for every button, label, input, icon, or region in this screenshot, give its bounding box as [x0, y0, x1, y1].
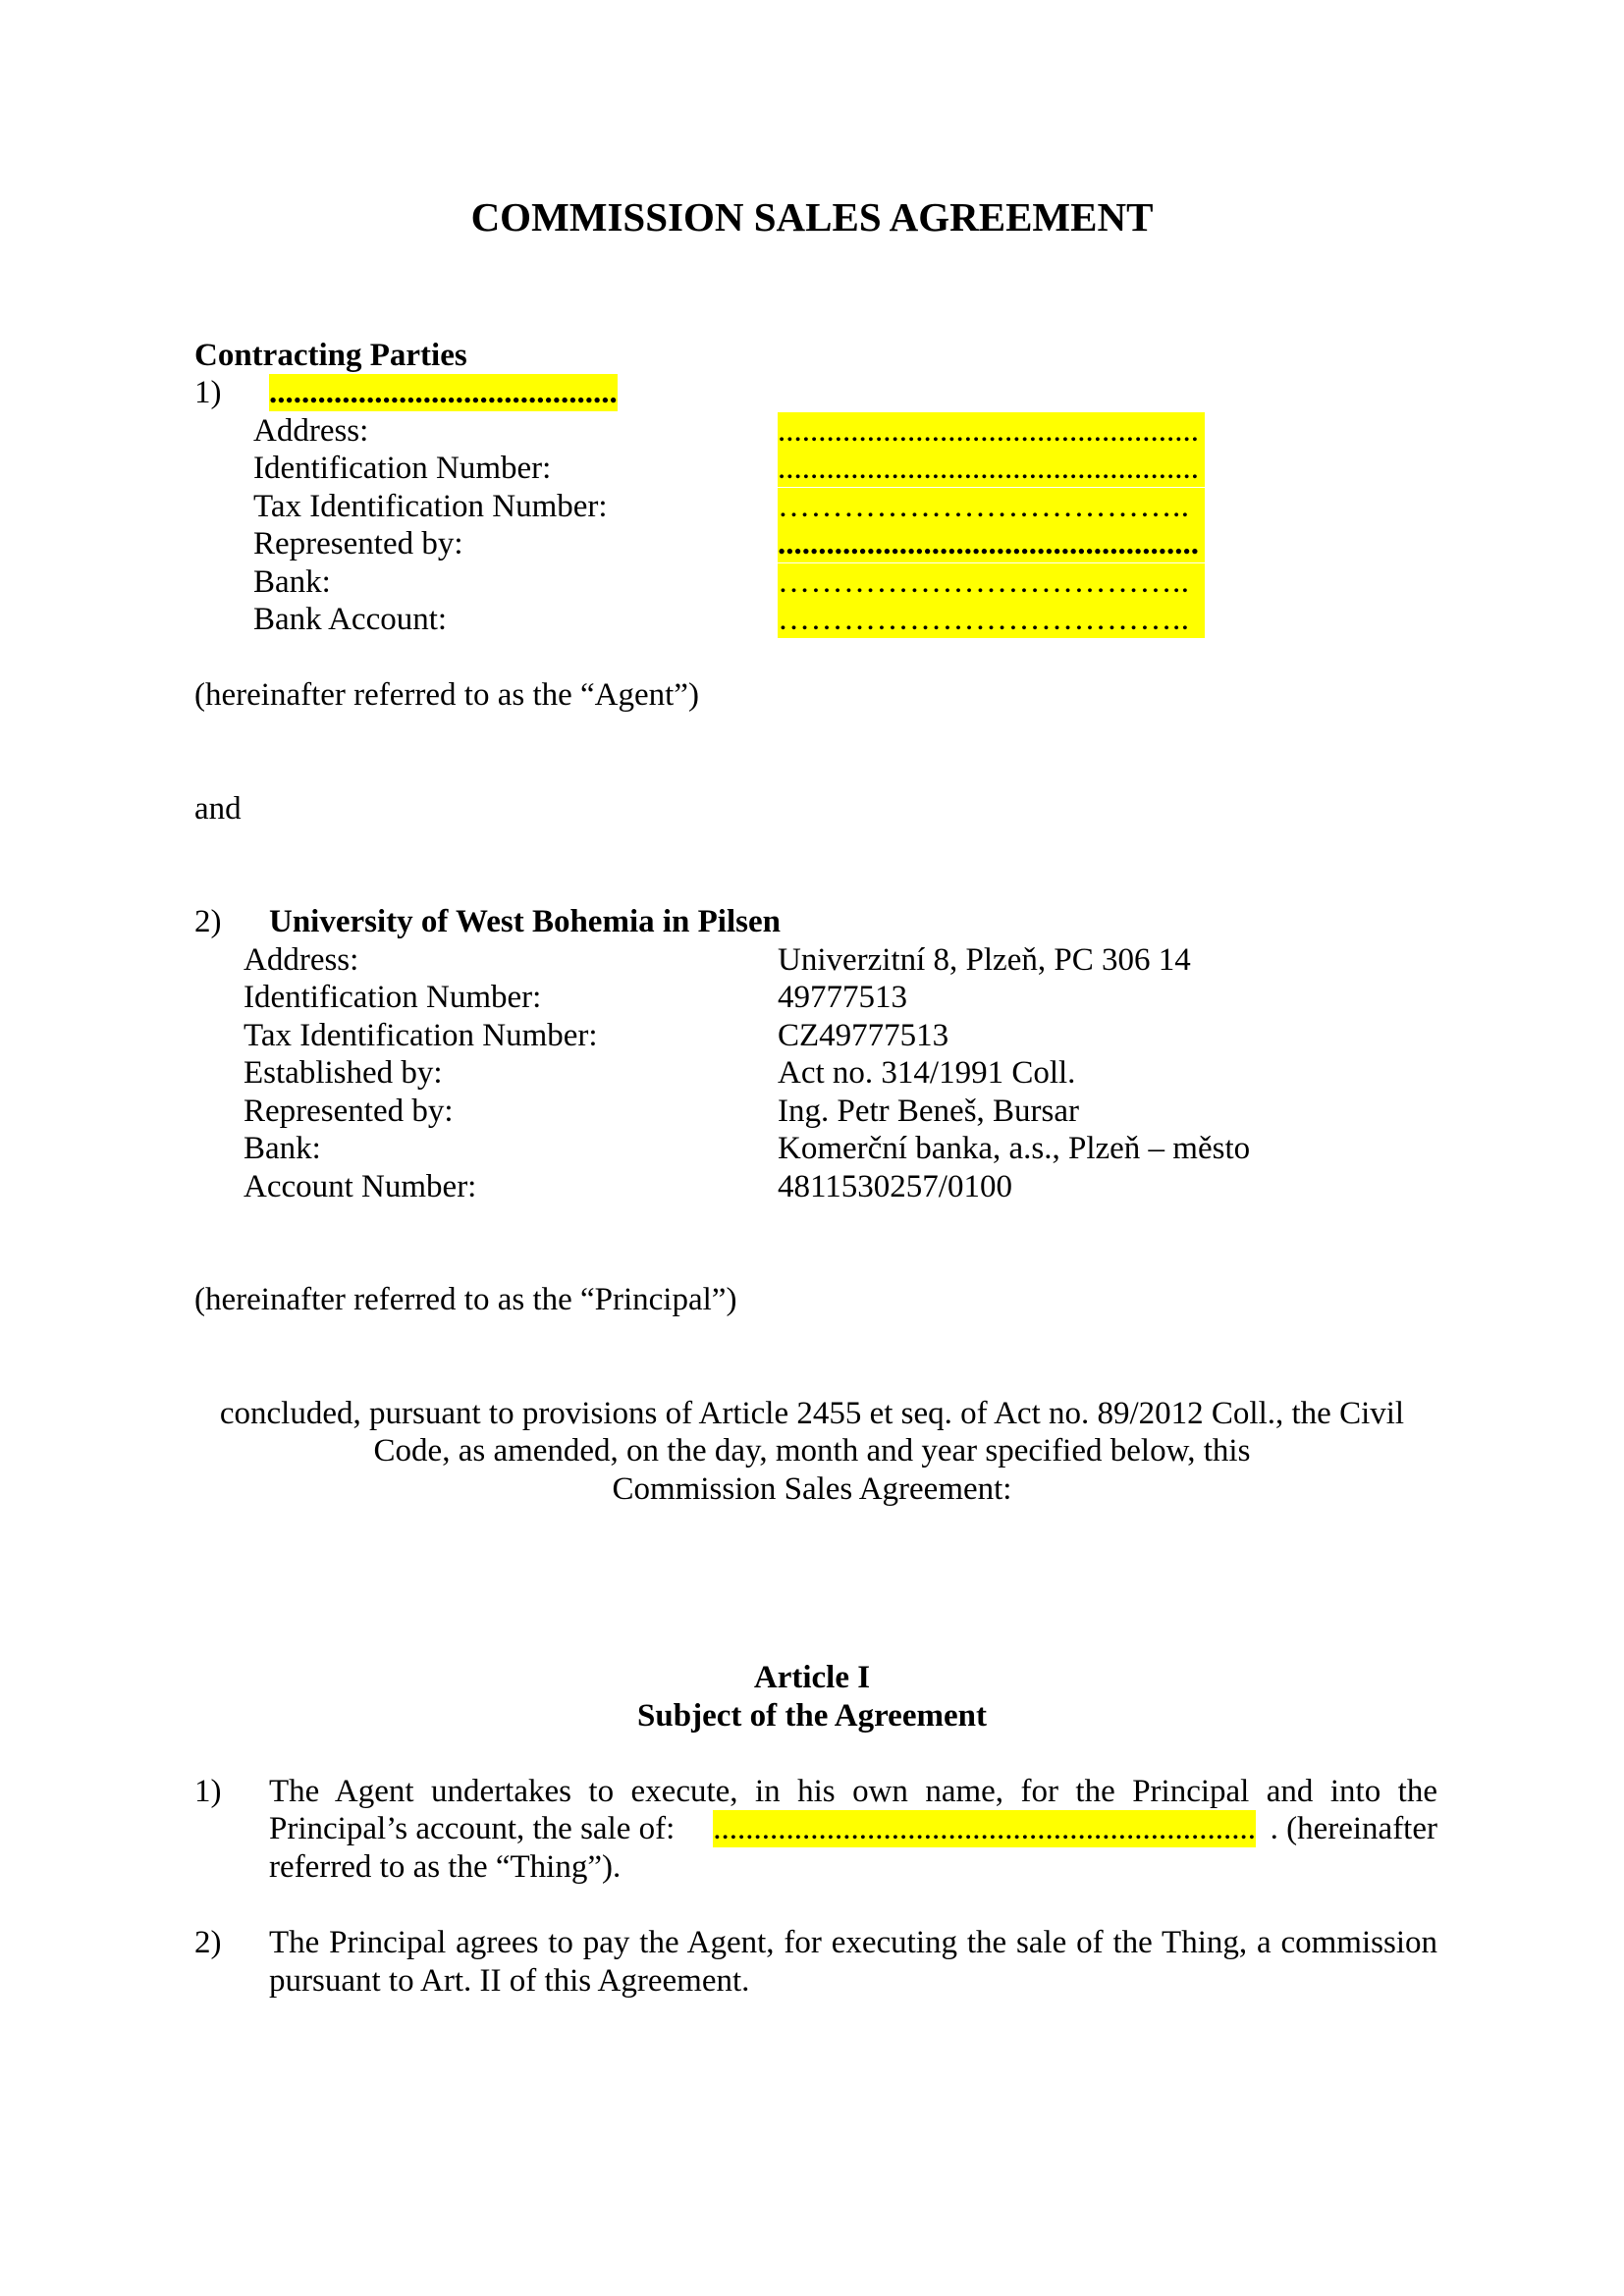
- party2-id-label: Identification Number:: [244, 980, 542, 1015]
- party2-established-value: Act no. 314/1991 Coll.: [778, 1055, 1076, 1091]
- party1-bank-account-field[interactable]: ………………………………..: [778, 601, 1205, 638]
- party1-bank-account-label: Bank Account:: [253, 602, 448, 637]
- and-text: and: [194, 791, 242, 827]
- concluded-line-3: Commission Sales Agreement:: [612, 1471, 1012, 1507]
- clause-2-line-1: The Principal agrees to pay the Agent, for executing the sale of the Thing, a commission: [269, 1925, 1437, 1960]
- party1-id-field[interactable]: ....................................................: [778, 450, 1205, 487]
- party1-number: 1): [194, 375, 222, 410]
- party1-address-field[interactable]: ....................................................: [778, 412, 1205, 450]
- clause-1-line-2: [269, 1810, 1437, 1847]
- party2-established-label: Established by:: [244, 1055, 443, 1091]
- party2-represented-label: Represented by:: [244, 1094, 454, 1129]
- clause-1-hereinafter-text: . (hereinafter: [1270, 1811, 1437, 1846]
- party2-account-label: Account Number:: [244, 1169, 477, 1204]
- principal-referred-text: (hereinafter referred to as the “Principal”): [194, 1282, 737, 1317]
- party2-tax-id-value: CZ49777513: [778, 1018, 949, 1053]
- clause-1-number: 1): [194, 1774, 222, 1809]
- party2-number: 2): [194, 904, 222, 939]
- article-1-subheading: Subject of the Agreement: [637, 1698, 987, 1734]
- document-title: COMMISSION SALES AGREEMENT: [470, 194, 1154, 240]
- party1-bank-field[interactable]: ………………………………..: [778, 563, 1205, 601]
- party1-tax-id-label: Tax Identification Number:: [253, 489, 608, 524]
- party1-tax-id-field[interactable]: ………………………………..: [778, 488, 1205, 525]
- clause-1-line-2-prefix: [269, 1810, 713, 1847]
- party2-bank-label: Bank:: [244, 1131, 321, 1166]
- concluded-line-1: concluded, pursuant to provisions of Article 2455 et seq. of Act no. 89/2012 Coll., the Civil: [219, 1396, 1405, 1431]
- agent-referred-text: (hereinafter referred to as the “Agent”): [194, 677, 699, 713]
- party1-bank-label: Bank:: [253, 564, 331, 600]
- party2-address-label: Address:: [244, 942, 359, 978]
- clause-2-line-2: pursuant to Art. II of this Agreement.: [269, 1963, 750, 1999]
- party2-name: University of West Bohemia in Pilsen: [269, 904, 781, 939]
- party2-bank-value: Komerční banka, a.s., Plzeň – město: [778, 1131, 1251, 1166]
- thing-description-field[interactable]: ...................................................................: [713, 1811, 1256, 1846]
- clause-1-line-3: referred to as the “Thing”).: [269, 1849, 622, 1885]
- party1-id-label: Identification Number:: [253, 451, 552, 486]
- party2-represented-value: Ing. Petr Beneš, Bursar: [778, 1094, 1080, 1129]
- concluded-line-2: Code, as amended, on the day, month and year specified below, this: [373, 1433, 1251, 1468]
- party1-address-label: Address:: [253, 413, 369, 449]
- party1-represented-field[interactable]: ....................................................: [778, 525, 1205, 562]
- party2-tax-id-label: Tax Identification Number:: [244, 1018, 598, 1053]
- article-1-heading: Article I: [753, 1660, 871, 1695]
- party1-name-field[interactable]: ...........................................: [269, 375, 618, 410]
- clause-1-line-1: The Agent undertakes to execute, in his own name, for the Principal and into the: [269, 1774, 1437, 1809]
- party1-represented-label: Represented by:: [253, 526, 463, 561]
- party2-address-value: Univerzitní 8, Plzeň, PC 306 14: [778, 942, 1191, 978]
- clause-1-sale-of-text: Principal’s account, the sale of:: [269, 1811, 676, 1846]
- parties-heading: Contracting Parties: [194, 338, 467, 373]
- party2-id-value: 49777513: [778, 980, 907, 1015]
- party2-account-value: 4811530257/0100: [778, 1169, 1012, 1204]
- clause-2-number: 2): [194, 1925, 222, 1960]
